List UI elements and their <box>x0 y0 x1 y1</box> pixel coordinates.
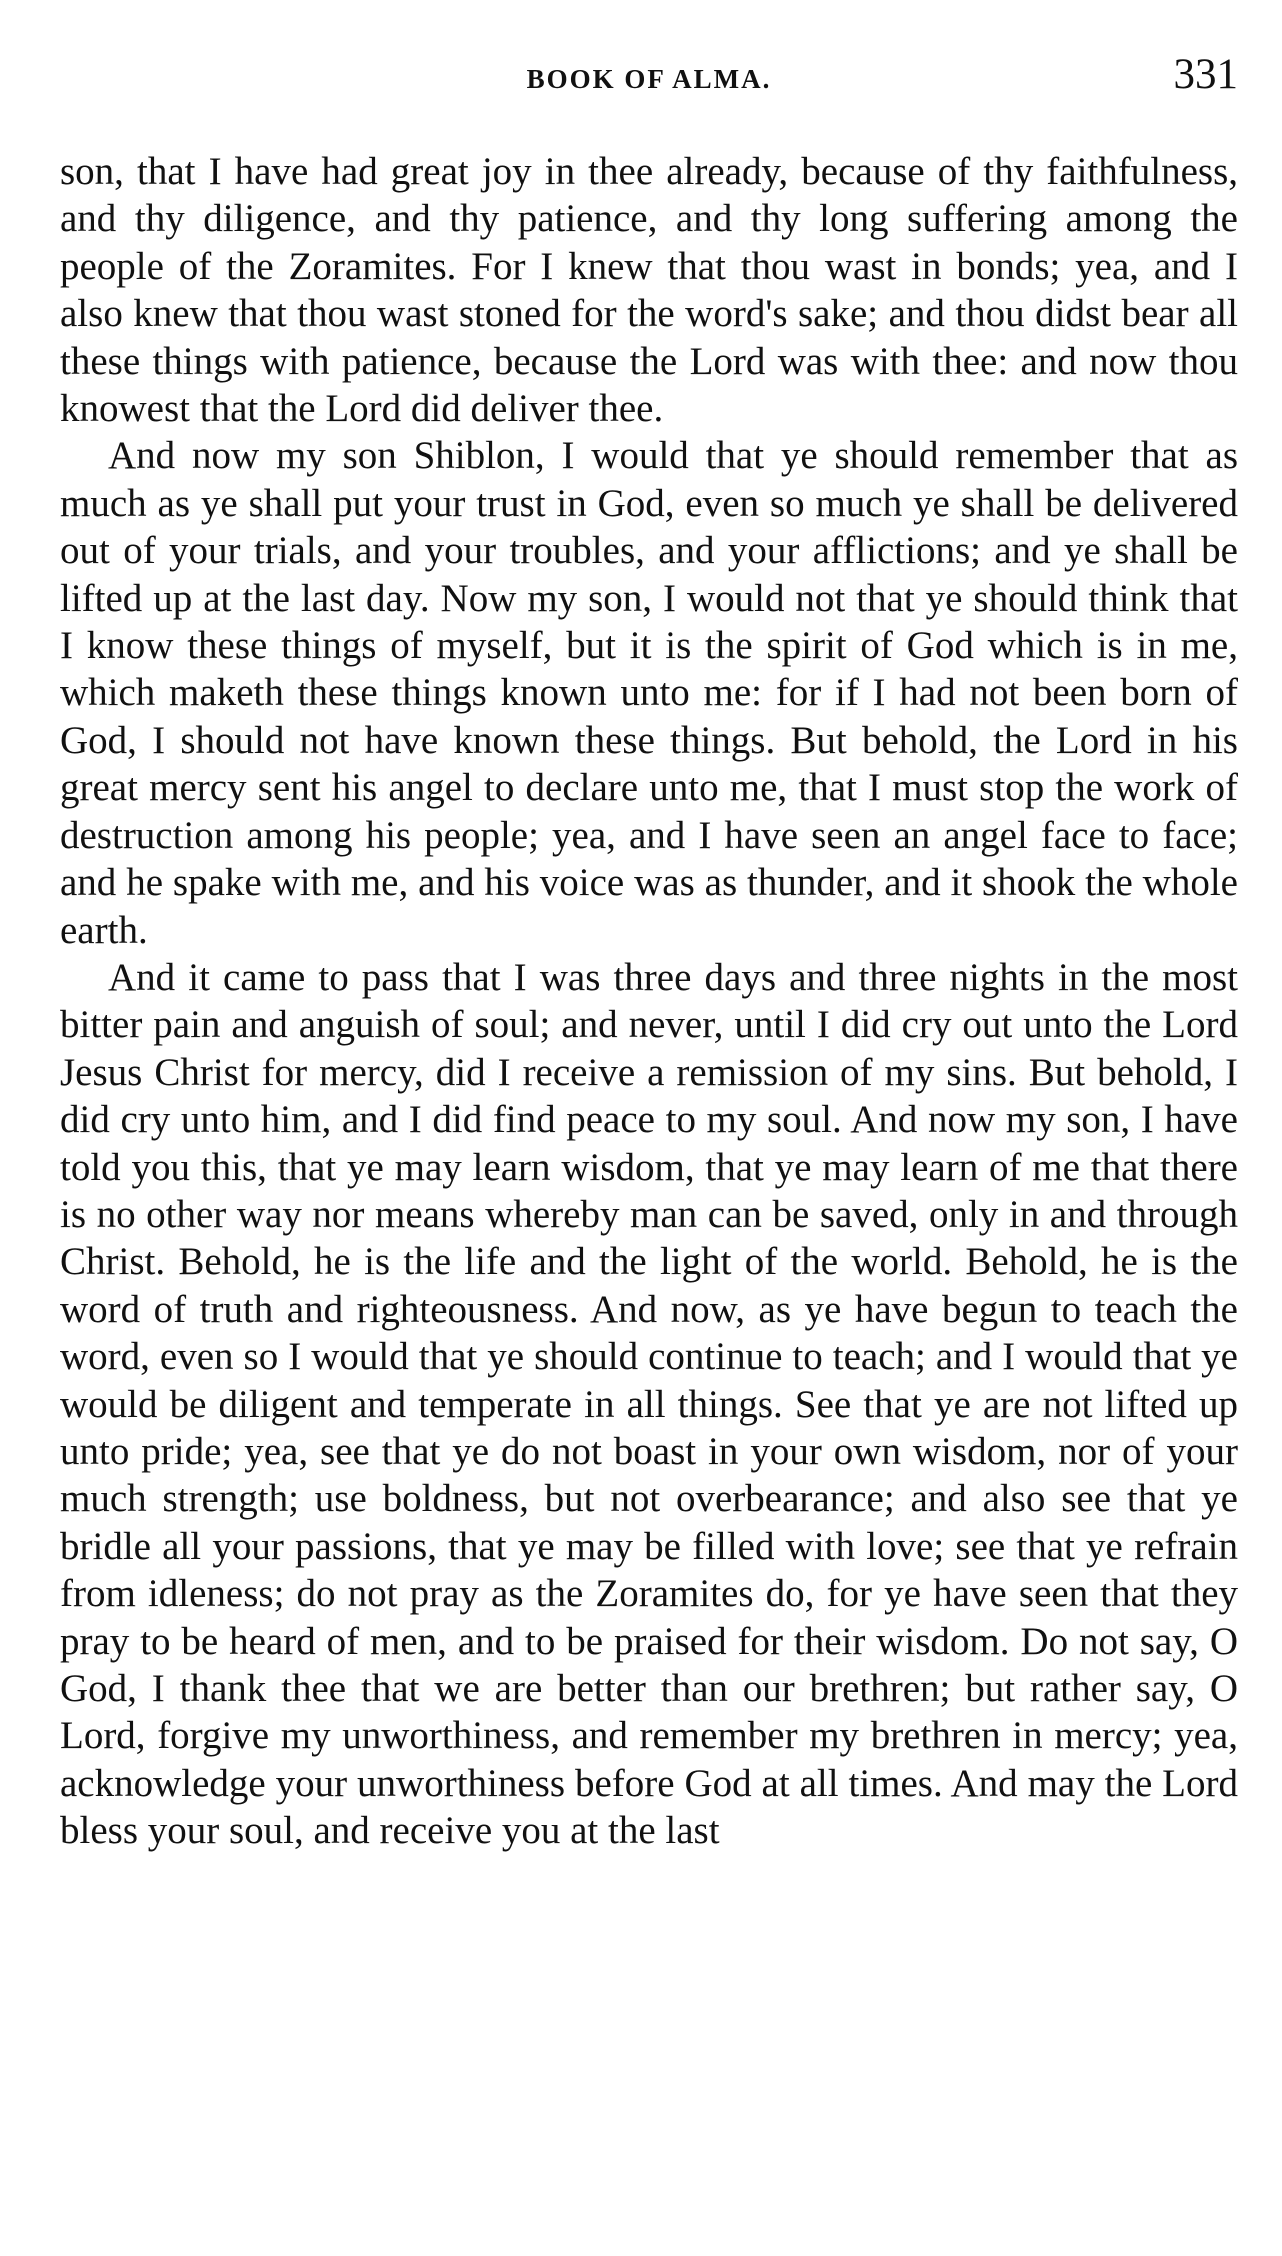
book-page <box>60 0 1238 2256</box>
body-text <box>60 148 1238 1855</box>
page-number: 331 <box>1173 51 1238 98</box>
paragraph-2: And now my son Shiblon, I would that ye should remember that as much as ye shall put your trust in God, even so much ye shall be delivered out of your trials, and your troubles, and your afflictions; and ye shall be lifted up at the last day. Now my son, I would not that ye should think that I know these things of myself, but it is the spirit of God which is in me, which maketh these things known unto me: for if I had not been born of God, I should not have known these things. But behold, the Lord in his great mercy sent his angel to declare unto me, that I must stop the work of destruction among his people; yea, and I have seen an angel face to face; and he spake with me, and his voice was as thunder, and it shook the whole earth. <box>60 434 1238 952</box>
page-header <box>60 50 1238 110</box>
paragraph-1: son, that I have had great joy in thee already, because of thy faithfulness, and thy diligence, and thy patience, and thy long suffering among the people of the Zoramites. For I knew that thou wast in bonds; yea, and I also knew that thou wast stoned for the word's sake; and thou didst bear all these things with patience, because the Lord was with thee: and now thou knowest that the Lord did deliver thee. <box>60 150 1238 431</box>
running-head: BOOK OF ALMA. <box>526 64 772 94</box>
paragraph-3: And it came to pass that I was three days and three nights in the most bitter pain and anguish of soul; and never, until I did cry out unto the Lord Jesus Christ for mercy, did I receive a remission of my sins. But behold, I did cry unto him, and I did find peace to my soul. And now my son, I have told you this, that ye may learn wisdom, that ye may learn of me that there is no other way nor means whereby man can be saved, only in and through Christ. Behold, he is the life and the light of the world. Behold, he is the word of truth and righteousness. And now, as ye have begun to teach the word, even so I would that ye should continue to teach; and I would that ye would be diligent and temperate in all things. See that ye are not lifted up unto pride; yea, see that ye do not boast in your own wisdom, nor of your much strength; use boldness, but not overbearance; and also see that ye bridle all your passions, that ye may be filled with love; see that ye refrain from idleness; do not pray as the Zoramites do, for ye have seen that they pray to be heard of men, and to be praised for their wisdom. Do not say, O God, I thank thee that we are better than our brethren; but rather say, O Lord, forgive my unworthiness, and remember my brethren in mercy; yea, acknowledge your unworthiness before God at all times. And may the Lord bless your soul, and receive you at the last <box>60 955 1238 1853</box>
